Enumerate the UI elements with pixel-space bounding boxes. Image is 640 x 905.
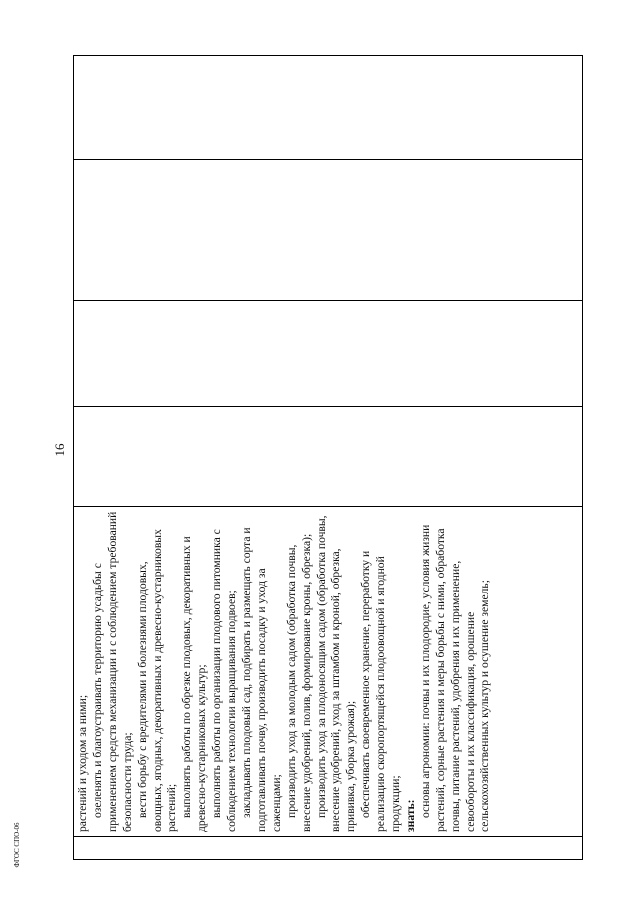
section-heading: знать: <box>403 799 417 832</box>
content-paragraph: производить уход за плодоносящим садом (обработка почвы, внесение удобрений, уход за штамбом и кроной, обрезка, прививка, уборка урожая); <box>314 515 358 832</box>
content-paragraph: вести борьбу с вредителями и болезнями плодовых, овощных, ягодных, декоративных и древесно-кустарниковых растений; <box>135 529 179 832</box>
footer-code-text: ФГОС СПО-06 <box>13 822 21 868</box>
page-number-text: 16 <box>52 443 67 457</box>
content-paragraph: растений и уходом за ними; <box>76 694 89 832</box>
footer-code <box>10 800 24 890</box>
content-paragraph: выполнять работы по обрезке плодовых, декоративных и древесно-кустарниковых культур; <box>180 536 209 832</box>
content-paragraph: озеленять и благоустраивать территорию усадьбы с применением средств механизации и с соблюдением требований безопасности труда; <box>90 511 134 832</box>
content-paragraph: обеспечивать своевременное хранение, переработку и реализацию скоропортящейся плодоовощной и ягодной продукции; <box>359 550 403 832</box>
rotated-table <box>73 55 583 860</box>
content-paragraph: производить уход за молодым садом (обработка почвы, внесение удобрений, полив, формирование кроны, обрезка); <box>284 533 313 832</box>
table-row-divider <box>74 406 582 407</box>
page-number <box>50 430 70 470</box>
content-paragraph: закладывать плодовый сад, подбирать и размещать сорта и подготавливать почву, производить посадку и уход за саженцами; <box>239 527 283 832</box>
content-paragraph: основы агрономии: почвы и их плодородие, условия жизни растений, сорные растения и меры борьбы с ними, обработка почвы, питание растений, удобрения и их применение, севообороты и их классификация, орошение сельскохозяйственных культур и осушение земель; <box>418 524 492 832</box>
table-row-divider <box>74 300 582 301</box>
table-row-divider <box>74 159 582 160</box>
competencies-text <box>74 506 584 836</box>
competencies-cell <box>74 506 584 836</box>
content-paragraph: выполнять работы по организации плодового питомника с соблюдением технологии выращивания подвоев; <box>210 529 239 832</box>
table-row-divider <box>74 836 582 837</box>
